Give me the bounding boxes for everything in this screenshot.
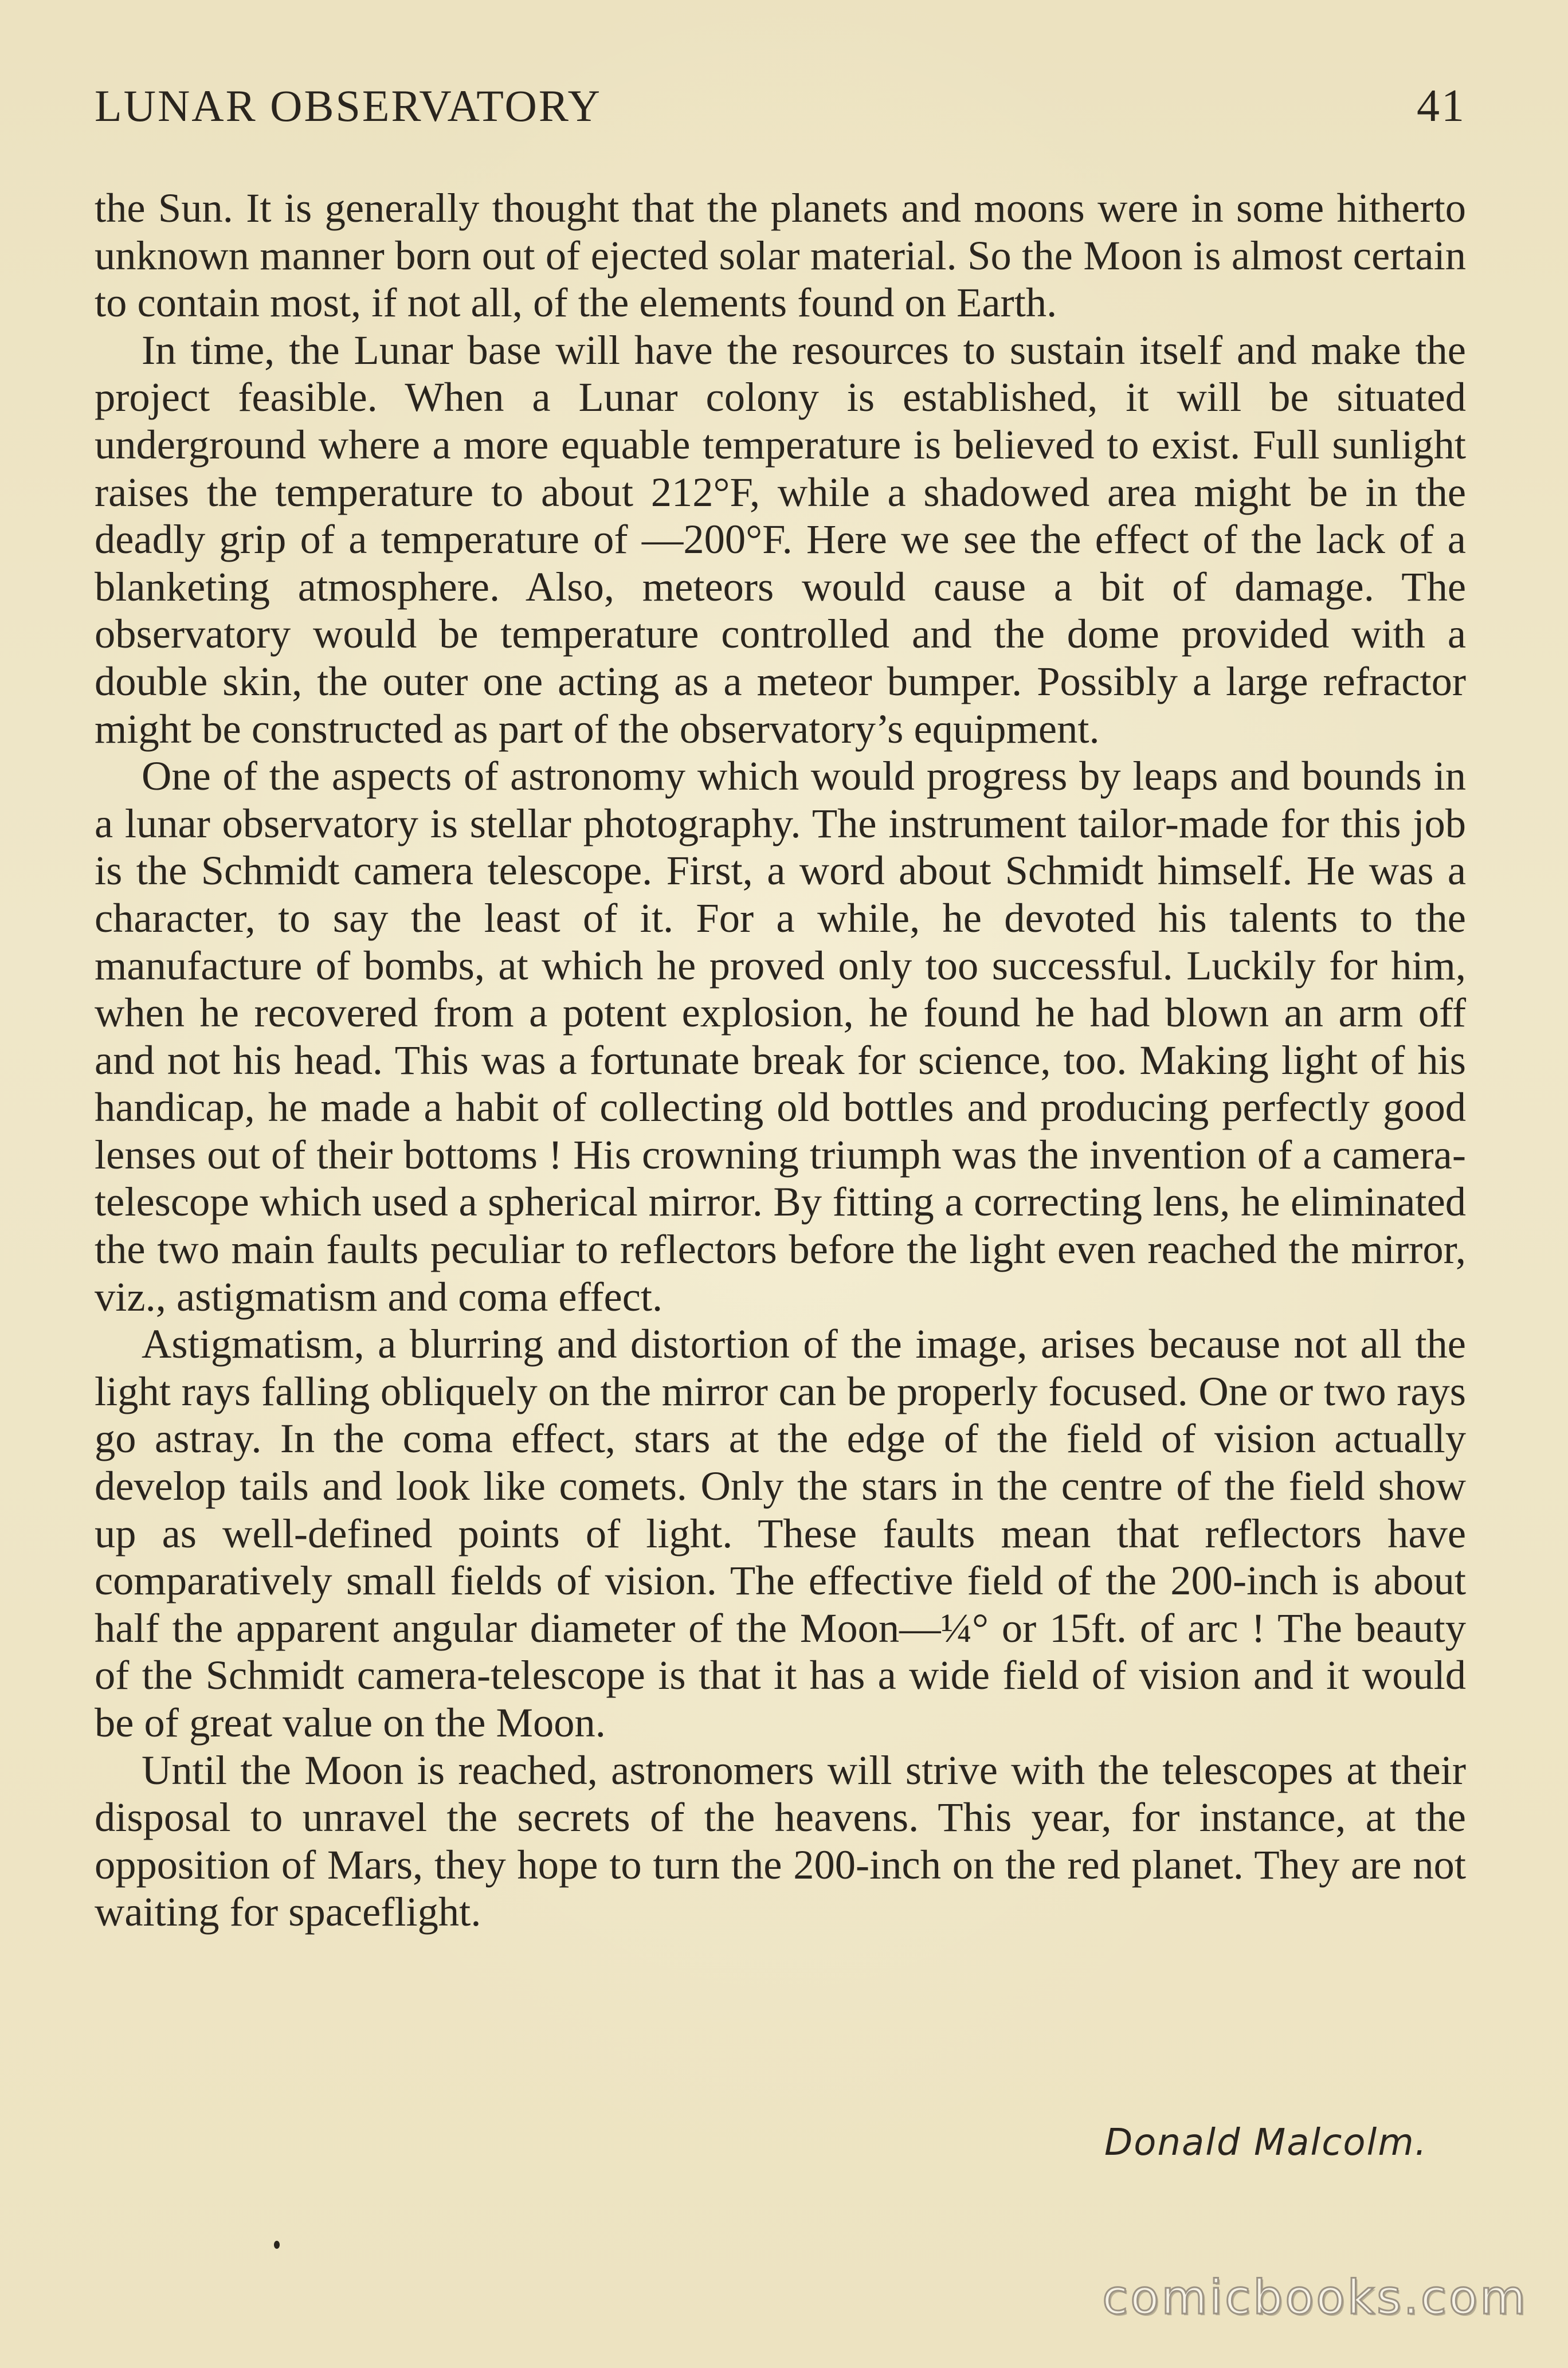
paragraph-2: In time, the Lunar base will have the resources to sustain itself and make the project feasible. When a Lunar colony is established, it will be situated underground where a more equable temperature is believed to exist. Full sunlight raises the temperature to about 212°F, while a shadowed area might be in the deadly grip of a temperature of —200°F. Here we see the effect of the lack of a blanketing atmosphere. Also, meteors would cause a bit of damage. The observatory would be temperature controlled and the dome provided with a double skin, the outer one acting as a meteor bumper. Possibly a large refractor might be constructed as part of the observatory’s equipment.: [95, 326, 1466, 752]
paragraph-4: Astigmatism, a blurring and distortion of the image, arises because not all the light rays falling obliquely on the mirror can be properly focused. One or two rays go astray. In the coma effect, stars at the edge of the field of vision actually develop tails and look like comets. Only the stars in the centre of the field show up as well-defined points of light. These faults mean that reflectors have comparatively small fields of vision. The effective field of the 200-inch is about half the apparent angular diameter of the Moon—¼° or 15ft. of arc ! The beauty of the Schmidt camera-telescope is that it has a wide field of vision and it would be of great value on the Moon.: [95, 1320, 1466, 1746]
running-head: LUNAR OBSERVATORY: [95, 81, 602, 131]
article-body: [95, 185, 1466, 1936]
page-number: 41: [1417, 81, 1466, 131]
paragraph-5: Until the Moon is reached, astronomers will strive with the telescopes at their disposal to unravel the secrets of the heavens. This year, for instance, at the opposition of Mars, they hope to turn the 200-inch on the red planet. They are not waiting for spaceflight.: [95, 1746, 1466, 1935]
ink-speck: [274, 2241, 280, 2249]
paragraph-3: One of the aspects of astronomy which would progress by leaps and bounds in a lunar observatory is stellar photography. The instrument tailor-made for this job is the Schmidt camera telescope. First, a word about Schmidt himself. He was a character, to say the least of it. For a while, he devoted his talents to the manufacture of bombs, at which he proved only too successful. Luckily for him, when he recovered from a potent explosion, he found he had blown an arm off and not his head. This was a fortunate break for science, too. Making light of his handicap, he made a habit of collecting old bottles and producing perfectly good lenses out of their bottoms ! His crowning triumph was the invention of a camera-telescope which used a spherical mirror. By fitting a correcting lens, he eliminated the two main faults peculiar to reflectors before the light even reached the mirror, viz., astigmatism and coma effect.: [95, 752, 1466, 1320]
site-watermark: comicbooks.com: [1102, 2271, 1528, 2325]
page-header: [95, 80, 1466, 149]
author-signature: Donald Malcolm.: [1104, 2122, 1428, 2164]
paragraph-1: the Sun. It is generally thought that the planets and moons were in some hitherto unknown manner born out of ejected solar material. So the Moon is almost certain to contain most, if not all, of the elements found on Earth.: [95, 185, 1466, 326]
